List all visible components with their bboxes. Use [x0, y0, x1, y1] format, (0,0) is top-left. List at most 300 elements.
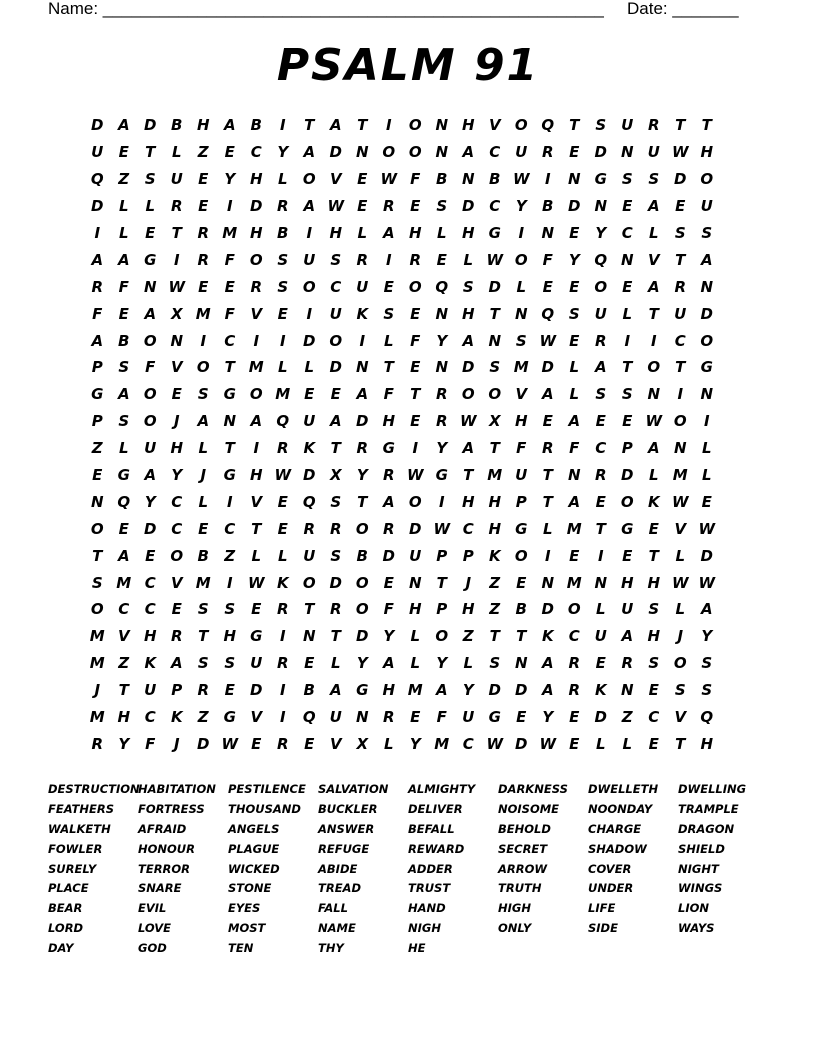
grid-letter[interactable]: H [382, 412, 396, 431]
grid-letter[interactable]: E [92, 466, 103, 485]
grid-letter[interactable]: I [677, 385, 684, 404]
grid-letter[interactable]: Q [302, 708, 316, 727]
grid-letter[interactable]: S [277, 250, 289, 269]
grid-letter[interactable]: J [173, 734, 180, 753]
grid-letter[interactable]: F [383, 385, 394, 404]
grid-letter[interactable]: S [91, 573, 103, 592]
grid-letter[interactable]: L [595, 734, 606, 753]
grid-letter[interactable]: F [224, 304, 235, 323]
grid-letter[interactable]: L [304, 358, 315, 377]
grid-letter[interactable]: A [303, 197, 316, 216]
grid-letter[interactable]: U [515, 143, 528, 162]
grid-letter[interactable]: J [94, 681, 101, 700]
grid-letter[interactable]: L [198, 439, 209, 458]
grid-letter[interactable]: O [673, 412, 687, 431]
grid-letter[interactable]: W [512, 170, 530, 189]
grid-letter[interactable]: R [91, 277, 104, 296]
grid-letter[interactable]: N [620, 143, 634, 162]
grid-letter[interactable]: S [489, 654, 501, 673]
grid-letter[interactable]: S [383, 304, 395, 323]
grid-letter[interactable]: D [515, 681, 528, 700]
grid-letter[interactable]: P [171, 681, 183, 700]
grid-letter[interactable]: R [276, 600, 289, 619]
grid-letter[interactable]: I [226, 197, 233, 216]
grid-letter[interactable]: W [645, 412, 663, 431]
grid-letter[interactable]: T [383, 358, 394, 377]
grid-letter[interactable]: S [330, 546, 342, 565]
grid-letter[interactable]: Q [700, 708, 714, 727]
grid-letter[interactable]: B [515, 600, 527, 619]
grid-letter[interactable]: S [144, 170, 156, 189]
grid-letter[interactable]: H [170, 439, 184, 458]
grid-letter[interactable]: U [329, 304, 342, 323]
grid-letter[interactable]: L [463, 654, 474, 673]
grid-letter[interactable]: T [675, 116, 686, 135]
grid-letter[interactable]: A [303, 143, 316, 162]
grid-letter[interactable]: O [143, 385, 157, 404]
grid-letter[interactable]: G [435, 466, 448, 485]
grid-letter[interactable]: L [330, 654, 341, 673]
grid-letter[interactable]: O [488, 385, 502, 404]
grid-letter[interactable]: A [144, 304, 157, 323]
grid-letter[interactable]: E [198, 170, 209, 189]
grid-letter[interactable]: M [89, 708, 105, 727]
grid-letter[interactable]: E [171, 600, 182, 619]
grid-letter[interactable]: Y [409, 734, 421, 753]
grid-letter[interactable]: O [302, 170, 316, 189]
grid-letter[interactable]: E [569, 224, 580, 242]
grid-letter[interactable]: D [621, 466, 634, 485]
grid-letter[interactable]: D [594, 143, 607, 162]
grid-letter[interactable]: T [489, 627, 500, 646]
grid-letter[interactable]: C [648, 708, 660, 727]
grid-letter[interactable]: F [224, 250, 235, 269]
grid-letter[interactable]: V [329, 734, 342, 753]
grid-letter[interactable]: A [117, 385, 130, 404]
grid-letter[interactable]: F [92, 304, 103, 323]
grid-letter[interactable]: V [250, 492, 263, 511]
grid-letter[interactable]: E [198, 277, 209, 296]
grid-letter[interactable]: I [412, 439, 419, 458]
grid-letter[interactable]: E [516, 573, 527, 592]
grid-letter[interactable]: W [221, 734, 239, 753]
grid-letter[interactable]: K [647, 492, 660, 511]
grid-letter[interactable]: N [143, 277, 157, 296]
grid-letter[interactable]: E [118, 519, 129, 538]
grid-letter[interactable]: T [224, 439, 235, 458]
grid-letter[interactable]: L [675, 546, 686, 565]
grid-letter[interactable]: K [170, 708, 183, 727]
grid-letter[interactable]: F [569, 439, 580, 458]
grid-letter[interactable]: A [700, 600, 713, 619]
grid-letter[interactable]: L [675, 600, 686, 619]
grid-letter[interactable]: H [488, 492, 502, 511]
grid-letter[interactable]: S [277, 277, 289, 296]
grid-letter[interactable]: N [461, 170, 475, 189]
grid-letter[interactable]: R [409, 250, 422, 269]
grid-letter[interactable]: W [168, 277, 186, 296]
grid-letter[interactable]: A [144, 466, 157, 485]
grid-letter[interactable]: U [91, 143, 104, 162]
grid-letter[interactable]: E [383, 573, 394, 592]
grid-letter[interactable]: W [671, 492, 689, 511]
grid-letter[interactable]: T [410, 385, 421, 404]
grid-letter[interactable]: E [118, 143, 129, 162]
grid-letter[interactable]: T [542, 492, 553, 511]
grid-letter[interactable]: L [622, 734, 633, 753]
grid-letter[interactable]: Q [276, 412, 290, 431]
grid-letter[interactable]: S [595, 116, 607, 135]
grid-letter[interactable]: W [539, 331, 557, 350]
grid-letter[interactable]: L [701, 466, 712, 485]
grid-letter[interactable]: D [568, 197, 581, 216]
grid-letter[interactable]: M [116, 573, 132, 592]
grid-letter[interactable]: C [144, 708, 156, 727]
grid-letter[interactable]: O [408, 277, 422, 296]
grid-letter[interactable]: E [145, 224, 156, 242]
grid-letter[interactable]: H [249, 224, 263, 242]
grid-letter[interactable]: N [355, 143, 369, 162]
grid-letter[interactable]: A [568, 492, 581, 511]
grid-letter[interactable]: T [357, 116, 368, 135]
grid-letter[interactable]: J [465, 573, 472, 592]
grid-letter[interactable]: T [224, 358, 235, 377]
grid-letter[interactable]: N [541, 224, 555, 242]
grid-letter[interactable]: E [569, 546, 580, 565]
grid-letter[interactable]: E [569, 331, 580, 350]
grid-letter[interactable]: R [276, 197, 289, 216]
grid-letter[interactable]: G [515, 519, 528, 538]
grid-letter[interactable]: I [200, 331, 207, 350]
grid-letter[interactable]: O [329, 331, 343, 350]
grid-letter[interactable]: N [514, 654, 528, 673]
grid-letter[interactable]: T [92, 546, 103, 565]
grid-letter[interactable]: I [385, 250, 392, 269]
grid-letter[interactable]: S [595, 385, 607, 404]
grid-letter[interactable]: O [514, 116, 528, 135]
grid-letter[interactable]: L [595, 600, 606, 619]
grid-letter[interactable]: L [648, 466, 659, 485]
grid-letter[interactable]: Y [542, 708, 554, 727]
grid-letter[interactable]: E [569, 708, 580, 727]
grid-letter[interactable]: S [701, 681, 713, 700]
grid-letter[interactable]: H [382, 681, 396, 700]
grid-letter[interactable]: V [515, 385, 528, 404]
date-field-label[interactable]: Date: _______ [627, 0, 739, 18]
grid-letter[interactable]: S [224, 654, 236, 673]
grid-letter[interactable]: D [488, 277, 501, 296]
grid-letter[interactable]: C [250, 143, 262, 162]
grid-letter[interactable]: Z [118, 654, 130, 673]
grid-letter[interactable]: T [516, 627, 527, 646]
grid-letter[interactable]: I [624, 331, 631, 350]
grid-letter[interactable]: M [89, 627, 105, 646]
grid-letter[interactable]: P [462, 546, 474, 565]
grid-letter[interactable]: L [516, 277, 527, 296]
grid-letter[interactable]: W [671, 143, 689, 162]
grid-letter[interactable]: O [435, 627, 449, 646]
grid-letter[interactable]: E [701, 492, 712, 511]
grid-letter[interactable]: A [329, 681, 342, 700]
grid-letter[interactable]: D [382, 546, 395, 565]
grid-letter[interactable]: E [251, 600, 262, 619]
grid-letter[interactable]: H [488, 519, 502, 538]
grid-letter[interactable]: U [674, 304, 687, 323]
grid-letter[interactable]: I [226, 492, 233, 511]
grid-letter[interactable]: W [459, 412, 477, 431]
grid-letter[interactable]: A [621, 627, 634, 646]
grid-letter[interactable]: R [197, 250, 210, 269]
grid-letter[interactable]: O [355, 600, 369, 619]
grid-letter[interactable]: L [171, 143, 182, 162]
grid-letter[interactable]: O [408, 492, 422, 511]
grid-letter[interactable]: E [569, 143, 580, 162]
grid-letter[interactable]: P [621, 439, 633, 458]
grid-letter[interactable]: E [357, 197, 368, 216]
grid-letter[interactable]: Z [118, 170, 130, 189]
grid-letter[interactable]: P [436, 546, 448, 565]
grid-letter[interactable]: D [303, 466, 316, 485]
grid-letter[interactable]: G [117, 466, 130, 485]
grid-letter[interactable]: W [406, 466, 424, 485]
grid-letter[interactable]: C [118, 600, 130, 619]
grid-letter[interactable]: M [487, 466, 503, 485]
grid-letter[interactable]: A [356, 385, 369, 404]
grid-letter[interactable]: L [569, 385, 580, 404]
grid-letter[interactable]: R [541, 439, 554, 458]
grid-letter[interactable]: I [253, 439, 260, 458]
grid-letter[interactable]: R [647, 116, 660, 135]
grid-letter[interactable]: V [647, 250, 660, 269]
grid-letter[interactable]: W [247, 573, 265, 592]
grid-letter[interactable]: E [251, 734, 262, 753]
grid-letter[interactable]: A [170, 654, 183, 673]
grid-letter[interactable]: X [170, 304, 183, 323]
grid-letter[interactable]: R [435, 385, 448, 404]
grid-letter[interactable]: N [355, 358, 369, 377]
grid-letter[interactable]: I [226, 573, 233, 592]
grid-letter[interactable]: R [197, 681, 210, 700]
grid-letter[interactable]: L [357, 224, 368, 242]
grid-letter[interactable]: C [171, 492, 183, 511]
grid-letter[interactable]: S [648, 170, 660, 189]
grid-letter[interactable]: Y [144, 492, 156, 511]
grid-letter[interactable]: O [514, 546, 528, 565]
grid-letter[interactable]: P [91, 358, 103, 377]
grid-letter[interactable]: M [407, 681, 423, 700]
grid-letter[interactable]: E [224, 143, 235, 162]
grid-letter[interactable]: D [197, 734, 210, 753]
grid-letter[interactable]: E [224, 277, 235, 296]
grid-letter[interactable]: H [647, 573, 661, 592]
grid-letter[interactable]: H [249, 466, 263, 485]
grid-letter[interactable]: O [249, 385, 263, 404]
grid-letter[interactable]: N [435, 143, 449, 162]
grid-letter[interactable]: O [567, 600, 581, 619]
grid-letter[interactable]: N [170, 331, 184, 350]
grid-letter[interactable]: S [197, 385, 209, 404]
grid-letter[interactable]: O [647, 358, 661, 377]
grid-letter[interactable]: A [541, 385, 554, 404]
grid-letter[interactable]: Z [489, 573, 501, 592]
grid-letter[interactable]: O [302, 573, 316, 592]
grid-letter[interactable]: E [436, 250, 447, 269]
grid-letter[interactable]: T [436, 573, 447, 592]
grid-letter[interactable]: L [622, 304, 633, 323]
grid-letter[interactable]: D [329, 573, 342, 592]
grid-letter[interactable]: N [408, 573, 422, 592]
grid-letter[interactable]: R [674, 277, 687, 296]
grid-letter[interactable]: S [436, 197, 448, 216]
grid-letter[interactable]: T [701, 116, 712, 135]
grid-letter[interactable]: R [250, 277, 263, 296]
grid-letter[interactable]: E [410, 708, 421, 727]
grid-letter[interactable]: O [249, 250, 263, 269]
grid-letter[interactable]: E [622, 412, 633, 431]
grid-letter[interactable]: G [356, 681, 369, 700]
grid-letter[interactable]: I [518, 224, 525, 242]
grid-letter[interactable]: L [463, 250, 474, 269]
grid-letter[interactable]: T [304, 600, 315, 619]
grid-letter[interactable]: U [303, 546, 316, 565]
grid-letter[interactable]: S [648, 600, 660, 619]
grid-letter[interactable]: P [436, 600, 448, 619]
grid-letter[interactable]: U [621, 116, 634, 135]
grid-letter[interactable]: O [143, 412, 157, 431]
grid-letter[interactable]: O [196, 358, 210, 377]
grid-letter[interactable]: C [224, 331, 236, 350]
grid-letter[interactable]: F [516, 439, 527, 458]
grid-letter[interactable]: N [594, 573, 608, 592]
grid-letter[interactable]: C [489, 197, 501, 216]
grid-letter[interactable]: S [118, 358, 130, 377]
grid-letter[interactable]: K [303, 439, 316, 458]
grid-letter[interactable]: N [355, 708, 369, 727]
grid-letter[interactable]: S [197, 600, 209, 619]
grid-letter[interactable]: L [251, 546, 262, 565]
grid-letter[interactable]: A [568, 412, 581, 431]
grid-letter[interactable]: R [329, 519, 342, 538]
grid-letter[interactable]: C [171, 519, 183, 538]
grid-letter[interactable]: L [118, 224, 129, 242]
grid-letter[interactable]: N [302, 627, 316, 646]
grid-letter[interactable]: R [170, 627, 183, 646]
grid-letter[interactable]: T [648, 546, 659, 565]
grid-letter[interactable]: B [542, 197, 554, 216]
grid-letter[interactable]: K [541, 627, 554, 646]
grid-letter[interactable]: D [700, 546, 713, 565]
grid-letter[interactable]: R [91, 734, 104, 753]
grid-letter[interactable]: G [223, 385, 236, 404]
grid-letter[interactable]: U [303, 412, 316, 431]
grid-letter[interactable]: G [91, 385, 104, 404]
grid-letter[interactable]: E [357, 170, 368, 189]
grid-letter[interactable]: S [489, 358, 501, 377]
grid-letter[interactable]: V [488, 116, 501, 135]
grid-letter[interactable]: O [355, 519, 369, 538]
grid-letter[interactable]: C [595, 439, 607, 458]
grid-letter[interactable]: R [594, 331, 607, 350]
grid-letter[interactable]: L [648, 224, 659, 242]
grid-letter[interactable]: U [303, 250, 316, 269]
grid-letter[interactable]: I [544, 546, 551, 565]
grid-letter[interactable]: I [279, 116, 286, 135]
grid-letter[interactable]: K [488, 546, 501, 565]
grid-letter[interactable]: D [488, 681, 501, 700]
grid-letter[interactable]: L [277, 170, 288, 189]
grid-letter[interactable]: R [541, 143, 554, 162]
grid-letter[interactable]: H [143, 627, 157, 646]
grid-letter[interactable]: X [488, 412, 501, 431]
grid-letter[interactable]: L [569, 358, 580, 377]
grid-letter[interactable]: H [700, 143, 714, 162]
grid-letter[interactable]: O [620, 492, 634, 511]
grid-letter[interactable]: O [408, 116, 422, 135]
grid-letter[interactable]: B [118, 331, 130, 350]
grid-letter[interactable]: Q [90, 170, 104, 189]
grid-letter[interactable]: E [410, 197, 421, 216]
grid-letter[interactable]: U [170, 170, 183, 189]
grid-letter[interactable]: R [568, 681, 581, 700]
grid-letter[interactable]: A [462, 331, 475, 350]
grid-letter[interactable]: Z [224, 546, 236, 565]
grid-letter[interactable]: E [595, 492, 606, 511]
grid-letter[interactable]: B [356, 546, 368, 565]
grid-letter[interactable]: Z [91, 439, 103, 458]
grid-letter[interactable]: S [701, 224, 713, 242]
grid-letter[interactable]: G [144, 250, 157, 269]
grid-letter[interactable]: A [541, 681, 554, 700]
grid-letter[interactable]: I [279, 708, 286, 727]
grid-letter[interactable]: A [541, 654, 554, 673]
grid-letter[interactable]: E [622, 277, 633, 296]
grid-letter[interactable]: S [197, 654, 209, 673]
grid-letter[interactable]: T [675, 734, 686, 753]
grid-letter[interactable]: C [144, 573, 156, 592]
grid-letter[interactable]: I [385, 116, 392, 135]
grid-letter[interactable]: W [327, 197, 345, 216]
grid-letter[interactable]: U [621, 600, 634, 619]
grid-letter[interactable]: N [567, 170, 581, 189]
grid-letter[interactable]: L [118, 439, 129, 458]
grid-letter[interactable]: N [647, 385, 661, 404]
grid-letter[interactable]: E [410, 304, 421, 323]
grid-letter[interactable]: T [648, 304, 659, 323]
grid-letter[interactable]: T [622, 358, 633, 377]
grid-letter[interactable]: U [329, 708, 342, 727]
grid-letter[interactable]: C [462, 734, 474, 753]
grid-letter[interactable]: O [700, 170, 714, 189]
grid-letter[interactable]: E [569, 277, 580, 296]
grid-letter[interactable]: Y [462, 681, 474, 700]
grid-letter[interactable]: W [380, 170, 398, 189]
grid-letter[interactable]: A [329, 116, 342, 135]
grid-letter[interactable]: I [359, 331, 366, 350]
grid-letter[interactable]: I [279, 331, 286, 350]
grid-letter[interactable]: O [594, 277, 608, 296]
grid-letter[interactable]: G [223, 466, 236, 485]
grid-letter[interactable]: C [144, 600, 156, 619]
grid-letter[interactable]: V [170, 573, 183, 592]
grid-letter[interactable]: R [303, 519, 316, 538]
grid-letter[interactable]: E [542, 277, 553, 296]
grid-letter[interactable]: A [382, 654, 395, 673]
grid-letter[interactable]: I [703, 412, 710, 431]
grid-letter[interactable]: E [304, 734, 315, 753]
grid-letter[interactable]: L [277, 358, 288, 377]
grid-letter[interactable]: Z [462, 627, 474, 646]
grid-letter[interactable]: E [569, 734, 580, 753]
